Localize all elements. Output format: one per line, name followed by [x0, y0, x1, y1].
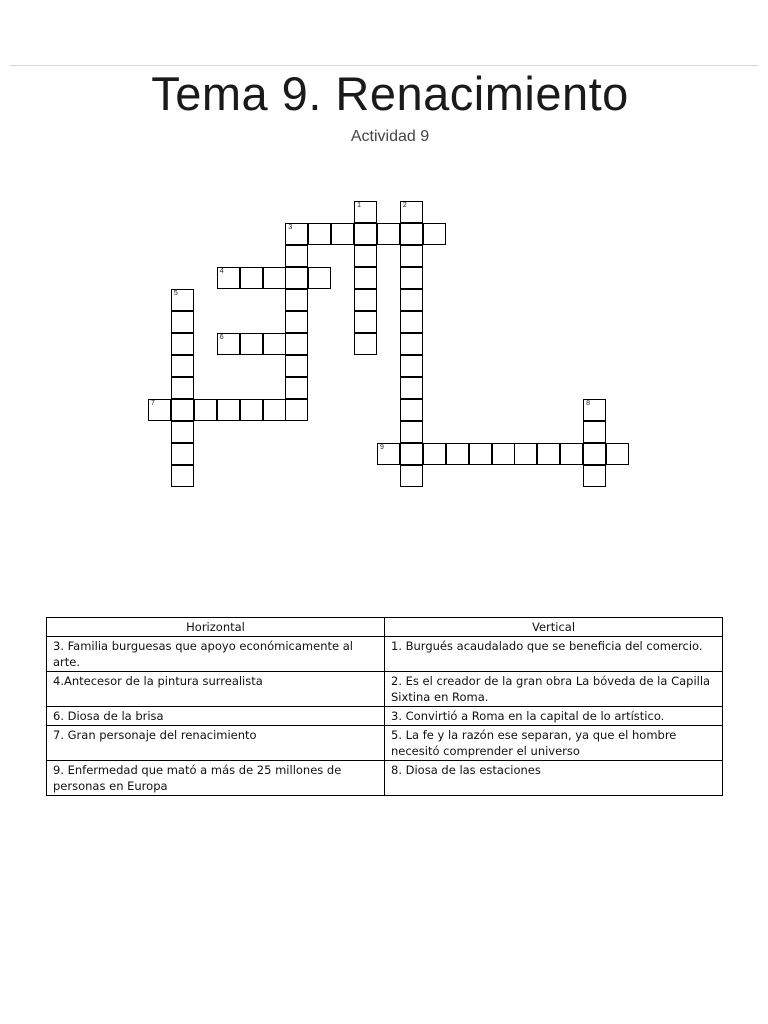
- clue-number: 7: [151, 400, 155, 407]
- vertical-clue: 5. La fe y la razón ese separan, ya que el hombre necesitó comprender el universo: [385, 726, 723, 761]
- vertical-header: Vertical: [385, 618, 723, 637]
- crossword-cell: [285, 245, 308, 267]
- crossword-cell: [400, 223, 423, 245]
- crossword-cell: [285, 311, 308, 333]
- crossword-cell: [400, 377, 423, 399]
- crossword-cell: [217, 399, 240, 421]
- crossword-cell: [583, 399, 606, 421]
- crossword-cell: [469, 443, 492, 465]
- clue-number: 4: [219, 268, 224, 275]
- crossword-cell: [171, 421, 194, 443]
- crossword-cell: [583, 421, 606, 443]
- clue-number: 8: [586, 400, 590, 407]
- clue-row: [47, 637, 723, 672]
- crossword-cell: [171, 377, 194, 399]
- horizontal-clue: 6. Diosa de la brisa: [47, 707, 385, 726]
- crossword-cell: [354, 267, 377, 289]
- clues-table: [46, 617, 723, 796]
- crossword-cell: [263, 333, 286, 355]
- page-title: Tema 9. Renacimiento: [151, 67, 629, 120]
- crossword-cell: [583, 443, 606, 465]
- clue-row: [47, 707, 723, 726]
- crossword-cell: [492, 443, 515, 465]
- crossword-cell: [285, 223, 308, 245]
- clue-number: 5: [173, 290, 178, 297]
- crossword-cell: [171, 311, 194, 333]
- crossword-cell: [400, 267, 423, 289]
- crossword-cell: [217, 333, 240, 355]
- crossword-cell: [400, 245, 423, 267]
- crossword-cell: [446, 443, 469, 465]
- crossword-cell: [308, 223, 331, 245]
- crossword-cell: [354, 333, 377, 355]
- crossword-cell: [308, 267, 331, 289]
- crossword-cell: [400, 443, 423, 465]
- crossword-cell: [263, 267, 286, 289]
- horizontal-clue: 3. Familia burguesas que apoyo económicamente al arte.: [47, 637, 385, 672]
- crossword-cell: [400, 355, 423, 377]
- crossword-cell: [240, 333, 263, 355]
- clue-number: 1: [357, 202, 361, 209]
- crossword-cell: [423, 223, 446, 245]
- clue-number: 6: [219, 334, 224, 341]
- crossword-cell: [400, 421, 423, 443]
- crossword-cell: [377, 223, 400, 245]
- crossword-cell: [285, 267, 308, 289]
- crossword-cell: [423, 443, 446, 465]
- clue-number: 3: [288, 224, 293, 231]
- crossword-cell: [285, 333, 308, 355]
- crossword-cell: [331, 223, 354, 245]
- crossword-cell: [285, 289, 308, 311]
- crossword-cell: [171, 399, 194, 421]
- crossword-cell: [148, 399, 171, 421]
- horizontal-header: Horizontal: [47, 618, 385, 637]
- clue-row: [47, 672, 723, 707]
- crossword-cell: [537, 443, 560, 465]
- vertical-clue: 3. Convirtió a Roma en la capital de lo artístico.: [385, 707, 723, 726]
- crossword-cell: [514, 443, 537, 465]
- crossword-cell: [377, 443, 400, 465]
- crossword-cell: [263, 399, 286, 421]
- horizontal-clue: 4.Antecesor de la pintura surrealista: [47, 672, 385, 707]
- clue-number: 9: [380, 444, 384, 451]
- crossword-cell: [354, 245, 377, 267]
- crossword-cell: [400, 399, 423, 421]
- crossword-cell: [354, 201, 377, 223]
- crossword-cell: [285, 355, 308, 377]
- crossword-cell: [285, 377, 308, 399]
- crossword-cell: [171, 465, 194, 487]
- vertical-clue: 8. Diosa de las estaciones: [385, 761, 723, 796]
- clues-header-row: [47, 618, 723, 637]
- crossword-cell: [171, 289, 194, 311]
- crossword-cell: [400, 311, 423, 333]
- crossword-cell: [400, 465, 423, 487]
- crossword-cell: [400, 289, 423, 311]
- vertical-clue: 2. Es el creador de la gran obra La bóveda de la Capilla Sixtina en Roma.: [385, 672, 723, 707]
- clue-number: 2: [402, 202, 407, 209]
- crossword-cell: [240, 267, 263, 289]
- clue-row: [47, 726, 723, 761]
- crossword-cell: [171, 443, 194, 465]
- crossword-cell: [171, 333, 194, 355]
- crossword-cell: [354, 223, 377, 245]
- crossword-cell: [583, 465, 606, 487]
- crossword-cell: [606, 443, 629, 465]
- crossword-cell: [400, 333, 423, 355]
- crossword-cell: [217, 267, 240, 289]
- vertical-clue: 1. Burgués acaudalado que se beneficia del comercio.: [385, 637, 723, 672]
- crossword-cell: [400, 201, 423, 223]
- crossword-cell: [354, 289, 377, 311]
- crossword-cell: [240, 399, 263, 421]
- page-subtitle: Actividad 9: [350, 128, 430, 145]
- horizontal-clue: 7. Gran personaje del renacimiento: [47, 726, 385, 761]
- crossword-cell: [285, 399, 308, 421]
- crossword-cell: [194, 399, 217, 421]
- crossword-cell: [171, 355, 194, 377]
- crossword-cell: [354, 311, 377, 333]
- crossword-cell: [560, 443, 583, 465]
- horizontal-clue: 9. Enfermedad que mató a más de 25 millones de personas en Europa: [47, 761, 385, 796]
- clue-row: [47, 761, 723, 796]
